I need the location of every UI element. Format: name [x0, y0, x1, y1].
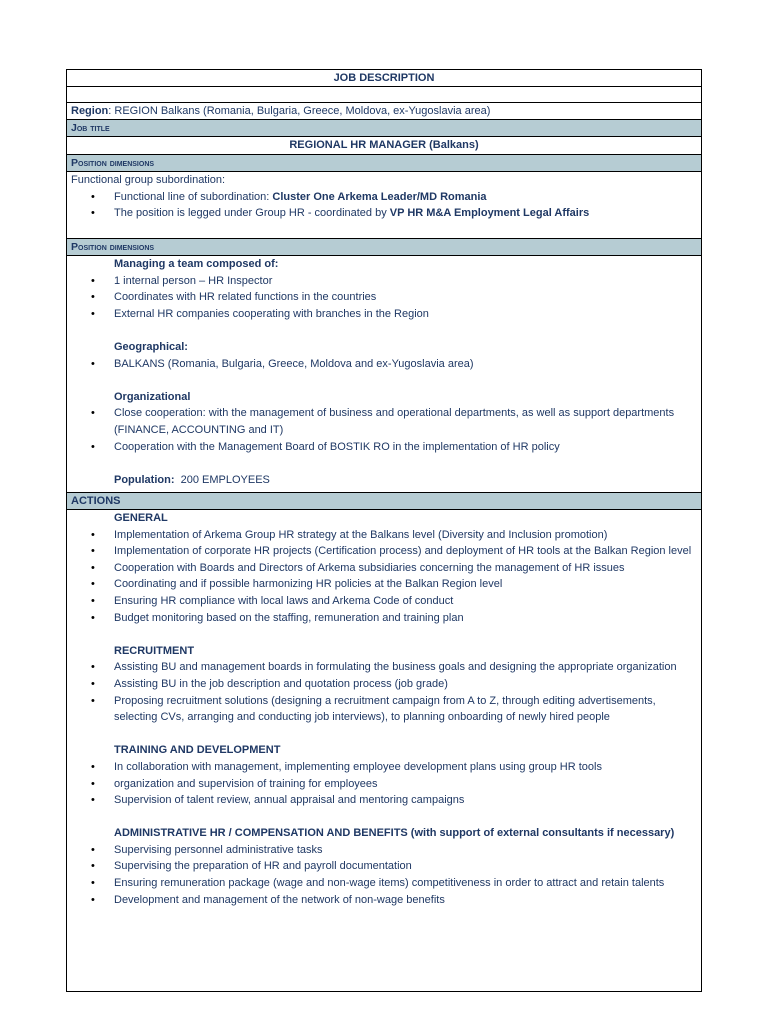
region-label: Region	[71, 105, 109, 117]
list-item: • Functional line of subordination: Cluster One Arkema Leader/MD Romania	[71, 189, 697, 206]
list-item: • Ensuring remuneration package (wage and non-wage items) competitiveness in order to attract and retain talents	[71, 875, 697, 892]
team-heading: Managing a team composed of:	[114, 258, 279, 270]
general-heading: GENERAL	[114, 512, 168, 524]
list-item: • Budget monitoring based on the staffing, remuneration and training plan	[71, 610, 697, 627]
list-item: • Assisting BU in the job description and quotation process (job grade)	[71, 676, 697, 693]
list-item: • In collaboration with management, implementing employee development plans using group HR tools	[71, 759, 697, 776]
list-item: • Implementation of Arkema Group HR strategy at the Balkans level (Diversity and Inclusion promotion)	[71, 527, 697, 544]
list-item: • Coordinating and if possible harmonizing HR policies at the Balkan Region level	[71, 576, 697, 593]
list-item: • Cooperation with the Management Board of BOSTIK RO in the implementation of HR policy	[71, 439, 697, 456]
list-item: • Supervising personnel administrative tasks	[71, 842, 697, 859]
region-value: : REGION Balkans (Romania, Bulgaria, Greece, Moldova, ex-Yugoslavia area)	[108, 105, 491, 117]
list-item: • Cooperation with Boards and Directors of Arkema subsidiaries concerning the management of HR issues	[71, 560, 697, 577]
section-actions: ACTIONS	[67, 493, 701, 510]
population-value: 200 EMPLOYEES	[180, 473, 270, 486]
list-item: • Ensuring HR compliance with local laws and Arkema Code of conduct	[71, 593, 697, 610]
section-position-dimensions-2: Position dimensions	[67, 239, 701, 256]
list-item: • Proposing recruitment solutions (designing a recruitment campaign from A to Z, through editing advertisements, selecting CVs, arranging and conducting job interviews), to planning onboarding of newly hired people	[71, 693, 697, 726]
section-job-title: Job title	[67, 120, 701, 137]
subordination-list	[71, 189, 697, 222]
recruitment-list	[71, 659, 697, 725]
training-list	[71, 759, 697, 809]
population-label: Population:	[114, 473, 175, 486]
list-item: • BALKANS (Romania, Bulgaria, Greece, Moldova and ex-Yugoslavia area)	[71, 356, 697, 373]
subordination-intro: Functional group subordination:	[71, 174, 226, 186]
list-item: • Development and management of the network of non-wage benefits	[71, 892, 697, 909]
job-title-value: REGIONAL HR MANAGER (Balkans)	[67, 137, 701, 155]
subordination-block	[67, 172, 701, 239]
document-title: JOB DESCRIPTION	[67, 70, 701, 87]
list-item: • 1 internal person – HR Inspector	[71, 273, 697, 290]
dimensions-block	[67, 256, 701, 493]
list-item: • Supervision of talent review, annual appraisal and mentoring campaigns	[71, 792, 697, 809]
job-description-table	[66, 69, 702, 992]
team-list	[71, 273, 697, 323]
admin-list	[71, 842, 697, 908]
org-list	[71, 405, 697, 455]
section-position-dimensions-1: Position dimensions	[67, 155, 701, 172]
geo-heading: Geographical:	[114, 340, 188, 353]
actions-block	[67, 510, 701, 908]
region-row	[67, 103, 701, 120]
list-item: • External HR companies cooperating with branches in the Region	[71, 306, 697, 323]
recruitment-heading: RECRUITMENT	[114, 644, 195, 657]
list-item: • Supervising the preparation of HR and payroll documentation	[71, 858, 697, 875]
general-list	[71, 527, 697, 627]
admin-heading: ADMINISTRATIVE HR / COMPENSATION AND BENEFITS (with support of external consultants if necessary)	[114, 827, 675, 840]
empty-row	[67, 87, 701, 103]
list-item: • Close cooperation: with the management of business and operational departments, as well as support departments (FINANCE, ACCOUNTING and IT)	[71, 405, 697, 438]
population-line	[71, 472, 697, 489]
list-item: • Assisting BU and management boards in formulating the business goals and designing the appropriate organization	[71, 659, 697, 676]
list-item: • Coordinates with HR related functions in the countries	[71, 289, 697, 306]
geo-list	[71, 356, 697, 373]
list-item: • The position is legged under Group HR - coordinated by VP HR M&A Employment Legal Affairs	[71, 205, 697, 222]
list-item: • organization and supervision of training for employees	[71, 776, 697, 793]
list-item: • Implementation of corporate HR projects (Certification process) and deployment of HR tools at the Balkan Region level	[71, 543, 697, 560]
org-heading: Organizational	[114, 390, 191, 403]
training-heading: TRAINING AND DEVELOPMENT	[114, 744, 281, 757]
